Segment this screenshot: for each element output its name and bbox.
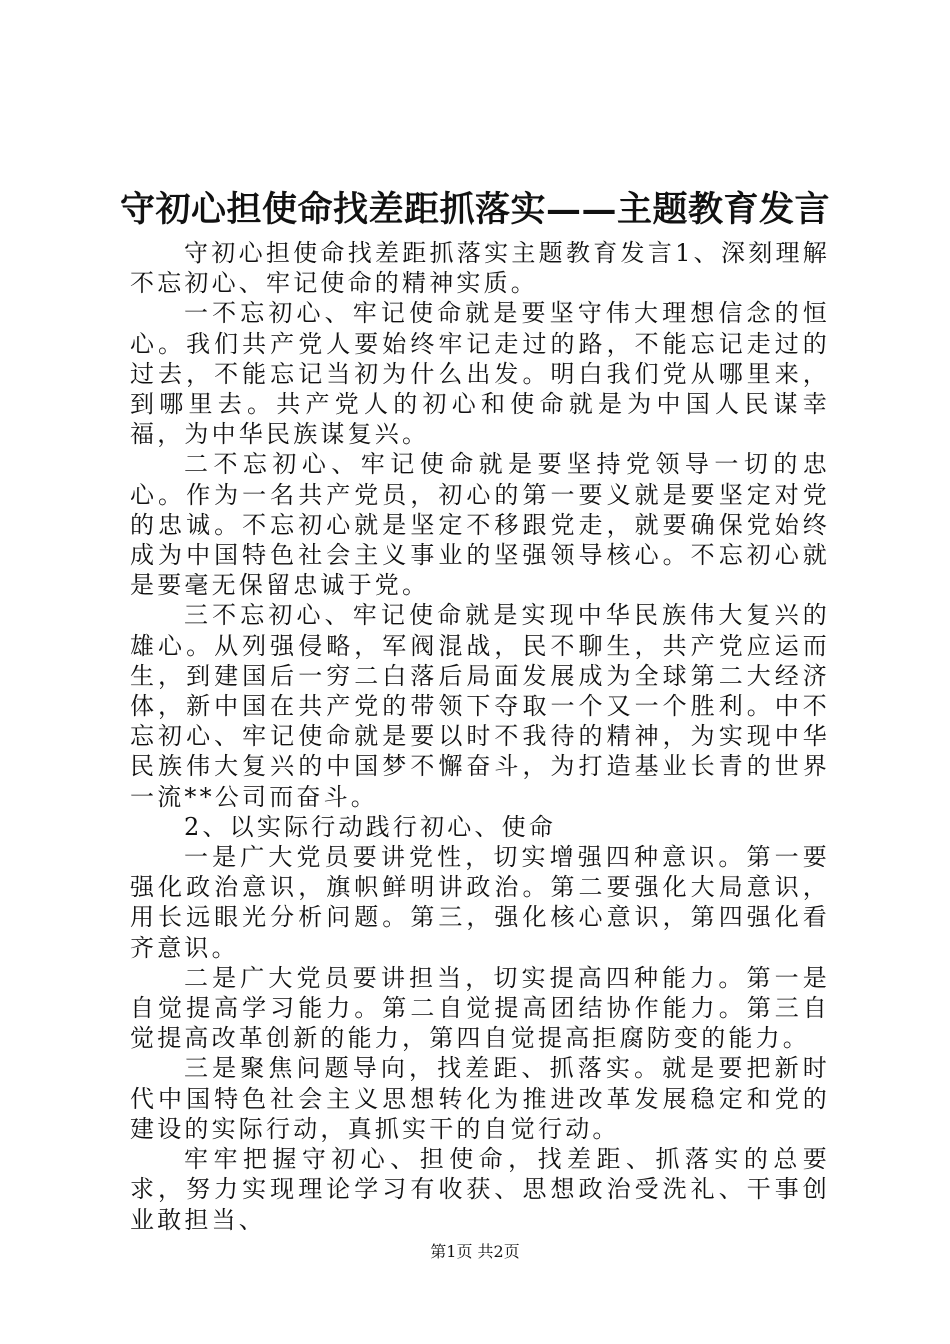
document-body: [130, 238, 830, 1235]
page-number-footer: 第1页 共2页: [430, 1242, 520, 1261]
paragraph-1: 守初心担使命找差距抓落实主题教育发言1、深刻理解不忘初心、牢记使命的精神实质。: [130, 239, 830, 298]
paragraph-3: 二不忘初心、牢记使命就是要坚持党领导一切的忠心。作为一名共产党员，初心的第一要义就是要坚定对党的忠诚。不忘初心就是坚定不移跟党走，就要确保党始终成为中国特色社会主义事业的坚强领导核心。不忘初心就是要毫无保留忠诚于党。: [130, 450, 830, 600]
paragraph-2: 一不忘初心、牢记使命就是要坚守伟大理想信念的恒心。我们共产党人要始终牢记走过的路，不能忘记走过的过去，不能忘记当初为什么出发。明白我们党从哪里来，到哪里去。共产党人的初心和使命就是为中国人民谋幸福，为中华民族谋复兴。: [130, 299, 830, 449]
paragraph-6: 二是广大党员要讲担当，切实提高四种能力。第一是自觉提高学习能力。第二自觉提高团结协作能力。第三自觉提高改革创新的能力，第四自觉提高拒腐防变的能力。: [130, 963, 830, 1053]
paragraph-7: 三是聚焦问题导向，找差距、抓落实。就是要把新时代中国特色社会主义思想转化为推进改革发展稳定和党的建设的实际行动，真抓实干的自觉行动。: [130, 1054, 830, 1143]
paragraph-5: 一是广大党员要讲党性，切实增强四种意识。第一要强化政治意识，旗帜鲜明讲政治。第二要强化大局意识，用长远眼光分析问题。第三，强化核心意识，第四强化看齐意识。: [130, 843, 830, 962]
section-heading-2: 2、以实际行动践行初心、使命: [184, 812, 557, 841]
page-title: 守初心担使命找差距抓落实——主题教育发言: [119, 189, 830, 230]
paragraph-8: 牢牢把握守初心、担使命，找差距、抓落实的总要求，努力实现理论学习有收获、思想政治受洗礼、干事创业敢担当、: [130, 1145, 830, 1234]
paragraph-4: 三不忘初心、牢记使命就是实现中华民族伟大复兴的雄心。从列强侵略，军阀混战，民不聊生，共产党应运而生，到建国后一穷二白落后局面发展成为全球第二大经济体，新中国在共产党的带领下夺取一个又一个胜利。中不忘初心、牢记使命就是要以时不我待的精神，为实现中华民族伟大复兴的中国梦不懈奋斗，为打造基业长青的世界一流**公司而奋斗。: [130, 601, 830, 811]
